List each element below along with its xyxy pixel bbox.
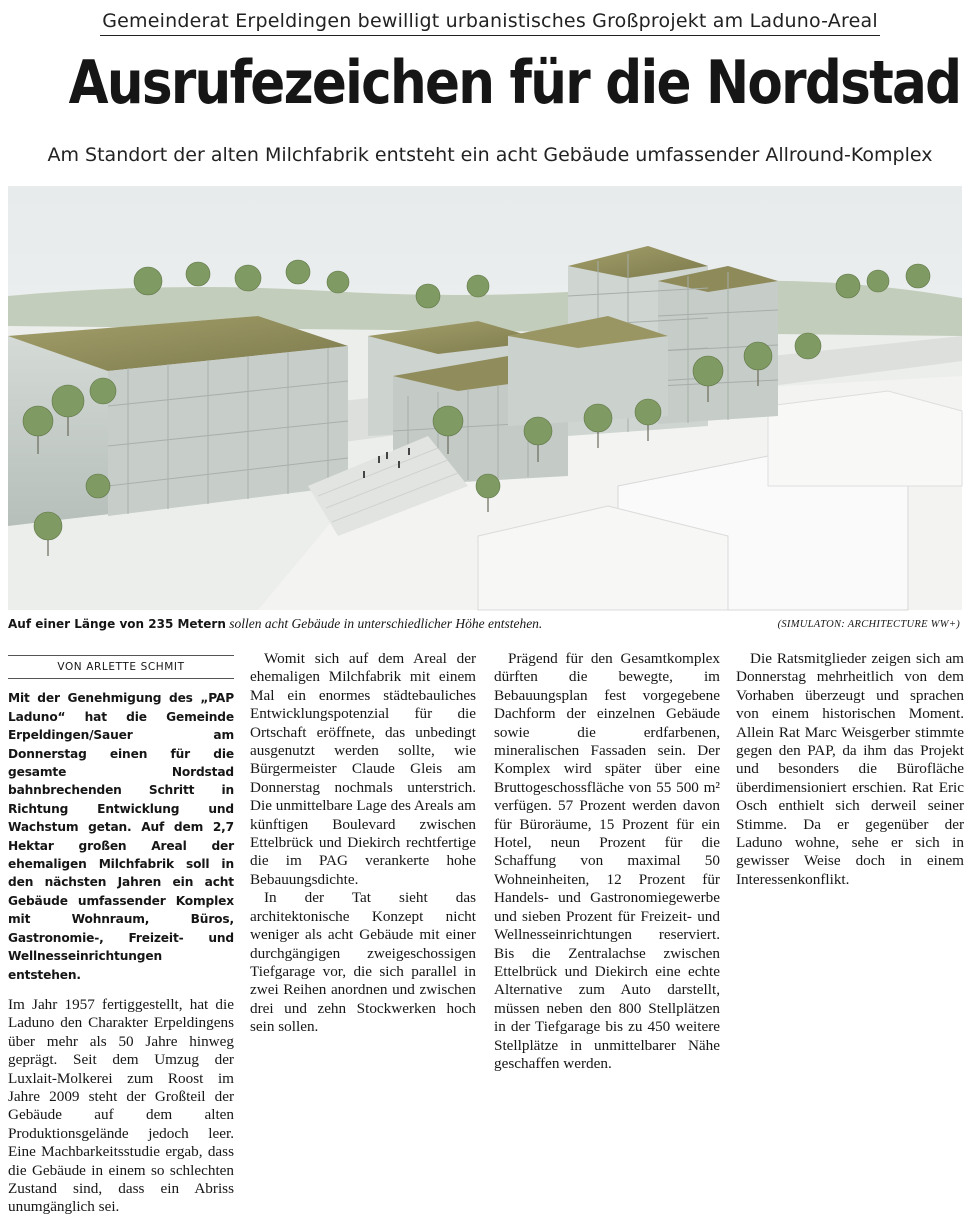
- column-4: [736, 650, 964, 1014]
- caption-italic: sollen acht Gebäude in unterschiedlicher Höhe entstehen.: [225, 616, 543, 631]
- body-paragraph-4: Prägend für den Gesamtkomplex dürften die bewegte, im Bebauungsplan fest vorgegebene Dachform der einzelnen Gebäude sowie die erdfarbenen, mineralischen Fassaden sein. Der Komplex wird später über eine Bruttogeschossfläche von 55 500 m² verfügen. 57 Prozent werden davon für Büroräume, 15 Prozent für ein Hotel, neun Prozent für die Schaffung von maximal 50 Wohneinheiten, 12 Prozent für Handels- und Gastronomiegewerbe und sieben Prozent für Freizeit- und Wellnesseinrichtungen reserviert. Bis die Zentralachse zwischen Ettelbrück und Diekirch eine echte Alternative zum Auto darstellt, müssen neben den 800 Stellplätzen in der Tiefgarage bis zu 450 weitere Stellplätze in unmittelbarer Nähe geschaffen werden.: [494, 650, 720, 1072]
- caption-bold: Auf einer Länge von 235 Metern: [8, 617, 226, 631]
- body-paragraph-5: Die Ratsmitglieder zeigen sich am Donnerstag mehrheitlich von dem Vorhaben überzeugt und sprachen von einem historischen Moment. Allein Rat Marc Weisgerber stimmte gegen den PAP, da ihm das Projekt und besonders die Bürofläche überdimensioniert erschien. Rat Eric Osch enthielt sich derweil seiner Stimme. Da er gegenüber der Laduno wohne, sehe er sich in gewisser Weise doch in einem Interessenkonflikt.: [736, 650, 964, 888]
- body-paragraph-3: In der Tat sieht das architektonische Konzept nicht weniger als acht Gebäude mit einer durchgängigen zweigeschossigen Tiefgarage vor, die sich parallel in zwei Reihen anordnen und zwischen drei und zehn Stockwerken hoch sein sollen.: [250, 889, 476, 1036]
- photo-credit: (SIMULATON: ARCHITECTURE WW+): [777, 619, 960, 630]
- body-paragraph-1: Im Jahr 1957 fertiggestellt, hat die Laduno den Charakter Erpeldingens über mehr als 50 Jahre hinweg geprägt. Seit dem Umzug der Luxlait-Molkerei zum Roost im Jahre 2009 steht der Großteil der Gebäude auf dem alten Produktionsgelände jedoch leer. Eine Machbarkeitsstudie ergab, dass die Gebäude in einem so schlechten Zustand sind, dass ein Abriss unumgänglich sei.: [8, 995, 234, 1216]
- kicker: [0, 10, 980, 32]
- body-paragraph-2: Womit sich auf dem Areal der ehemaligen Milchfabrik mit einem Mal ein enormes städtebauliches Entwicklungspotenzial für die Ortschaft eröffnete, das unbedingt ausgenutzt werden sollte, wie Bürgermeister Claude Gleis am Donnerstag nochmals unterstrich. Die unmittelbare Lage des Areals am künftigen Boulevard zwischen Ettelbrück und Diekirch rechtfertige die im PAG verankerte hohe Bebauungsdichte.: [250, 650, 476, 888]
- photo-caption: [8, 616, 960, 636]
- lead-paragraph: Mit der Genehmigung des „PAP Laduno“ hat die Gemeinde Erpeldingen/Sauer am Donnerstag einen für die gesamte Nordstad bahnbrechenden Schritt in Richtung Entwicklung und Wachstum getan. Auf dem 2,7 Hektar großen Areal der ehemaligen Milchfabrik soll in den nächsten Jahren ein acht Gebäude umfassender Komplex mit Wohnraum, Büros, Gastronomie-, Freizeit- und Wellnesseinrichtungen entstehen.: [8, 691, 234, 982]
- rendering-illustration: [8, 186, 962, 610]
- subhead: Am Standort der alten Milchfabrik entsteht ein acht Gebäude umfassender Allround-Komplex: [47, 144, 933, 166]
- column-1: [8, 650, 234, 1216]
- kicker-text: Gemeinderat Erpeldingen bewilligt urbanistisches Großprojekt am Laduno-Areal: [100, 10, 880, 36]
- column-2: [250, 650, 476, 1036]
- architecture-rendering: [8, 186, 962, 610]
- byline: VON ARLETTE SCHMIT: [8, 655, 234, 679]
- headline: Ausrufezeichen für die Nordstad: [68, 48, 961, 118]
- column-3: [494, 650, 720, 1072]
